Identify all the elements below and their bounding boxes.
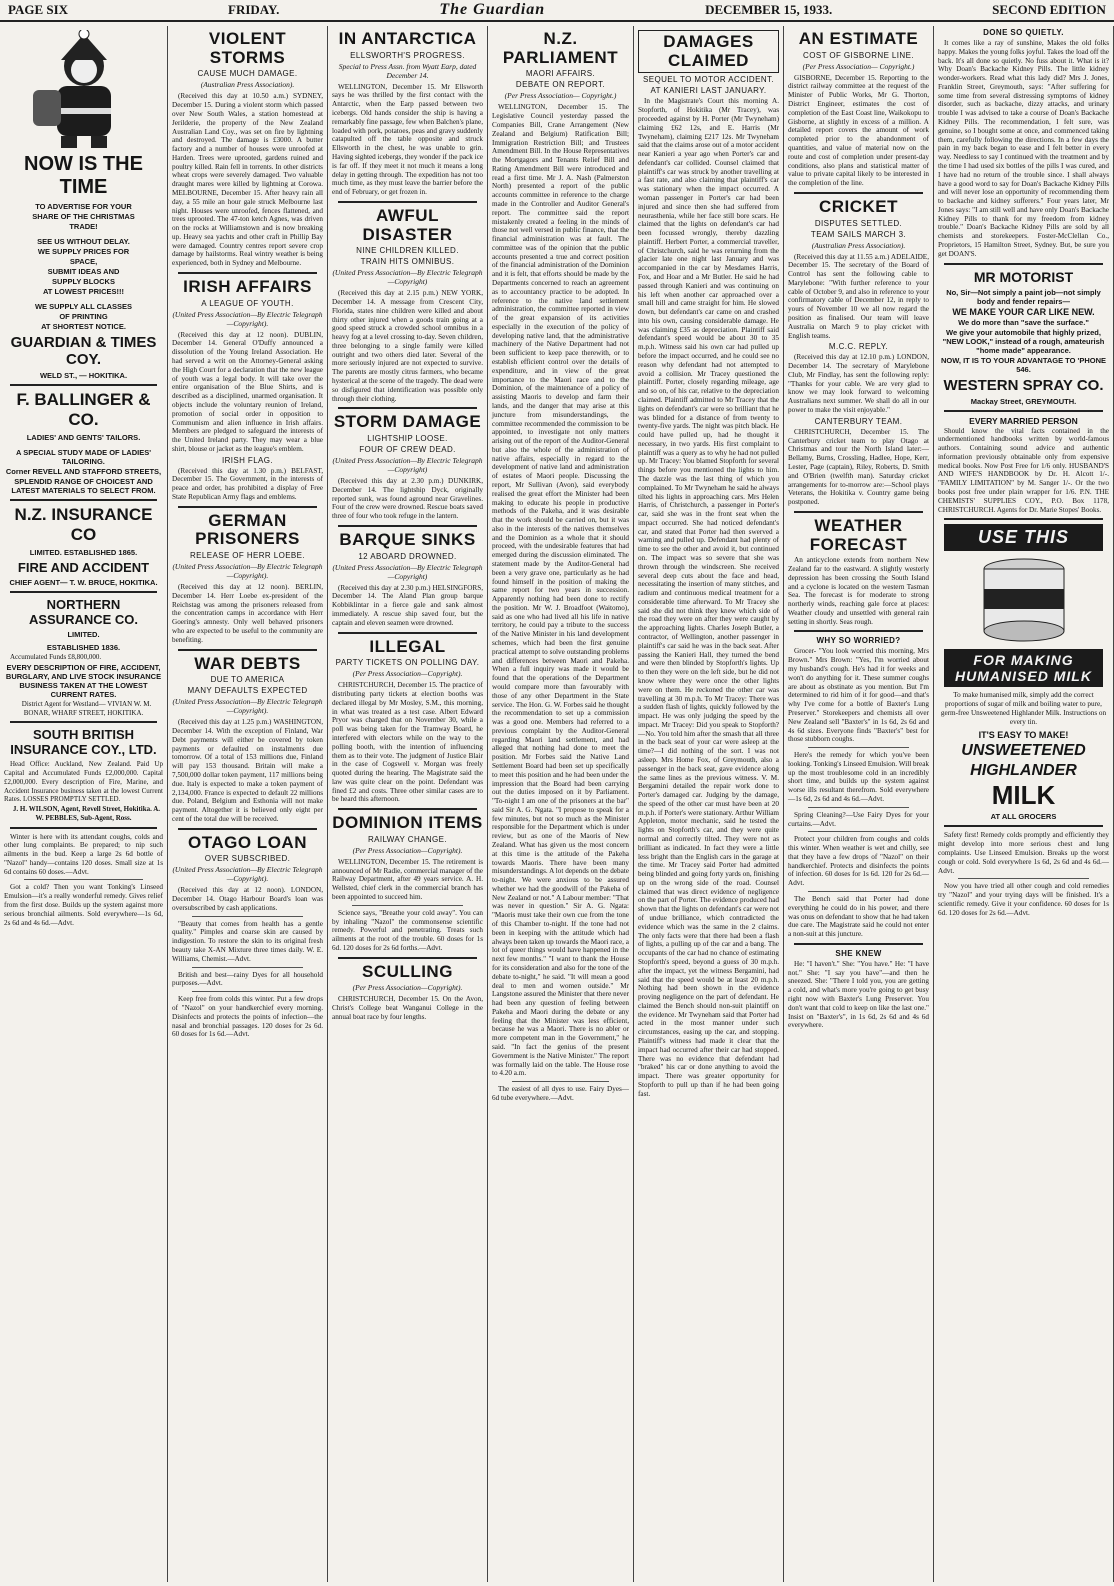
barque-subhead: 12 ABOARD DROWNED.	[358, 551, 457, 561]
easy-tagline: IT'S EASY TO MAKE!	[978, 730, 1069, 741]
ballinger-line: A SPECIAL STUDY MADE OF LADIES' TAILORING.	[16, 448, 151, 466]
married-title: EVERY MARRIED PERSON	[969, 415, 1078, 426]
column-ads-left	[0, 26, 168, 1582]
damages-article: In the Magistrate's Court this morning A. Stopforth, of Hokitika (Mr Tracey), was proceeded against by H. Porter (Mr Twyneham) claiming £62 12s, and E. Harris (Mr Twyneham), claiming £217 12s. Mr Twyneham said that the claims arose out of a motor accident near Kanieri a year ago when Porter's car and defendant's car collided. Counsel claimed that plaintiff's car was struck by another travelling at a fast rate, and also claiming that plaintiff's car was stationary when the impact occurred. A woman passenger in Porter's car had been injured and since then she had suffered from neurasthenia, while her face still bore scars. He claimed that the lights on defendant's car had been focussed wrongly, thereby dazzling plaintiff. Herbert Porter, a commercial traveller, of Christchurch, said he was returning from the glacier late one night last January and was accompanied in the car by Mesdames Harris, Fox, and Hoar and a Mr Butler. He said he had passed through Kanieri and was continuing on his left when another car approached over a small hill and came straight for him. He slowed down, but defendant's car came on and crashed into his own, causing considerable damage. He was claiming £35 as depreciation. Plaintiff said defendant's speed would be about 30 to 35 m.p.h. Witness said his own car had pulled up before the impact occurred, and he could see no reason why defendant had not attempted to avoid a collision. Mr Tracey questioned the plaintiff. Porter, closely regarding mileage, age and so on, of his car, relative to the depreciation claimed. Plaintiff admitted to Mr Tracey that the lights on defendant's car were so brilliant that he was blinded for a distance of from twenty to twenty-five yards. The night was pitch black. He could have pulled up, had he thought it necessary, in two yards. His first complaint to plaintiff was a query as to why he had not pulled up. Mr Tracey: You blamed Stopforth for several things before you mentioned the lights to him. The dazzle was the last thing of which you complained. To Mr Twyneham he said he always tilted his lights in approaching cars. Mrs Helen Harris, of Christchurch, a passenger in Porter's car, said she was in the front seat when the impact occurred. She had noticed defendant's car, and stated that Porter had then swerved a warning and pulled up. Defendant had plenty of time to see the other and avoid it, but continued on. The impact was so severe that she was thrown through the windscreen. She received several deep cuts about the face and head, necessitating the insertion of many stitches, and radium and continuous medical treatment for a considerable time afterward. To Mr Tracey she said she did not think they knew which side of the road they were on after they were caught by the approaching lights. Charles Joseph Butler, a contractor, of Wellington, another passenger in plaintiff's car said he was in the back seat. After passing the Kanieri Hall, they turned the bend and were then blinded by Stopforth's lights. Up to then they were on the left side, but he did not know where they were once the other lights were on them. He reckoned the other car was travelling at 30 m.p.h. To Mr Tracey: There was a sudden flash of lights, quickly followed by the impact. He was only judging the speed by the impact. Mr Tracey: Did you speak to Stopforth?—No. You told him after the smash that all three in the back seat of your car were asleep at the time?—I did nothing of the sort. I was not asleep. Mrs Home Fox, of Greymouth, also a passenger in the back seat, gave evidence along the same lines as the previous witness. V. M. Bergamini detailed the repair work done to Porter's damaged car. Judging by the damage, the speed of the other car must have been at 20 m.p.h. if Porter's were stationary. Arthur William Appleton, motor mechanic, said he tested the lights on Stopforth's car, and they were quite normal and correctly tilted. They were not as brilliant as indicated. In fact they were a little less bright than the English cars in the garage at the time. Mr Tracey said Porter had admitted being blinded and going forty yards on, finishing up on the wrong side of the road. Counsel claimed that was direct evidence of negligence on the part of Porter. The evidence produced had shown that the lights on defendant's car were not of undue brilliance, which contradicted the evidence which was the same in the 2 claims. The only facts were that there had been a flash of lights, a pulling up of the car and a bang. The occupants of the car had no chance of estimating Stopforth's speed, beyond a guess of 30 m.p.h. after the impact, yet the witness Bergamini, had said that the speed would be at least 20 m.p.h. Nothing had been shown in the evidence proving negligence on the part of defendant. He claimed the Bench should non-suit plaintiff on the evidence. Mr Twyneham said that Porter had acted in the most manner under such circumstances, easing up the car, and stopping. Plaintiff's witness had made it clear that the impact had occurred after their car had stopped. There was no evidence that defendant had "braked" his car or done anything to avoid the impact. There was greater opportunity for Stopforth to pull up than if he had been going fast.	[638, 97, 779, 1098]
paper-title: The Guardian	[439, 1, 546, 18]
dyes-advert: British and best—rainy Dyes for all household purposes.—Advt.	[172, 970, 323, 988]
now-line: TRADE!	[69, 222, 98, 231]
storms-subhead: CAUSE MUCH DAMAGE.	[197, 69, 298, 79]
german-headline: GERMAN PRISONERS	[195, 510, 300, 549]
fire-accident-title: FIRE AND ACCIDENT	[17, 560, 150, 575]
otago-article: (Received this day at 12 noon). LONDON, December 14. Otago Harbour Board's loan was oversubscribed by cash applications.	[172, 886, 323, 912]
edition-label: SECOND EDITION	[992, 2, 1106, 17]
spring-cleaning-advert: Spring Cleaning?—Use Fairy Dyes for your curtains.—Advt.	[788, 810, 929, 828]
science-advert: Science says, "Breathe your cold away". You can by inhaling "Nazol" the commonsense scientific remedy. Powerful and penetrating. Treats such ailments at the root of the trouble. 60 doses for 1s 6d. 120 doses for 2s 6d forths.—Advt.	[332, 908, 483, 952]
sculling-article: CHRISTCHURCH, December 15. On the Avon, Christ's College beat Wanganui College in the annual boat race by four lengths.	[332, 995, 483, 1021]
otago-headline: OTAGO LOAN	[188, 832, 307, 852]
irish-flag-subhead: IRISH FLAG.	[221, 455, 274, 465]
illegal-headline: ILLEGAL	[369, 636, 446, 656]
antarctica-article: WELLINGTON, December 15. Mr Ellsworth says he was thrilled by the first contact with the Antarctic, when the Earp passed between two icebergs. Old hands consider the ship is having a remarkably fine passage, few when Balchen's plane, loaded with pork, potatoes, peas and gravy suddenly catapulted off the table opposite and struck Ellsworth in the chest, he was unable to grin. Having sighted icebergs, they wonder if the pack ice is far off. If they meet it not much it means a long delay in getting through. The expedition has not too much time, as they must leave the barrier before the end of February, or get frozen in.	[332, 82, 483, 197]
now-line: SPACE,	[69, 257, 98, 266]
done-quietly-headline: DONE SO QUIETLY.	[983, 28, 1064, 37]
irish-source: (United Press Association—By Electric Telegraph—Copyright).	[172, 309, 323, 328]
storm-damage-article: (Received this day at 2.30 p.m.) DUNKIRK, December 14. The lightship Dyck, originally reported sunk, was found aground near Gravelines. Four of the crew were drowned. Rescue boats saved three of four who took refuge in the lantern.	[332, 477, 483, 521]
bench-paragraph: The Bench said that Porter had done everything he could do in his power, and there was onus on defendant to show that he had taken due care. The Magistrate said he could not enter a non-suit at this juncture.	[788, 895, 929, 939]
estimate-source: (Per Press Association— Copyright.)	[802, 61, 915, 71]
ballinger-title: F. BALLINGER & CO.	[16, 390, 151, 429]
disaster-subhead: NINE CHILDREN KILLED.	[356, 246, 459, 256]
canterbury-article: CHRISTCHURCH, December 15. The Canterbury cricket team to play Otago at Christmas and tour the North Island later:—Bellamy, Burns, Crossling, Hadlee, Hope, Kerr, Lester, Page (captain), Riley, Roberts, D. Smith and O'Brien (twelfth man). Saturday cricket arrangements for to-morrow are:—School plays Veterans, the Hokitika v. Country game being postponed.	[788, 427, 929, 507]
dominion-subhead: RAILWAY CHANGE.	[367, 834, 448, 844]
column-2	[168, 26, 328, 1582]
illegal-article: CHRISTCHURCH, December 15. The practice of distributing party tickets at election booths was declared illegal by Mr Mosley, S.M., this morning, in what was treated as a test case. Albert Edward Pryor was charged that on November 30, while a poll was being taken for the Tramway Board, he interfered with electors while on the way to the polling booth, with the intention of influencing them as to their vote. The judgment of Justice Blair in the case of Cogswell v. Morgan was freely quoted during the hearing. The Magistrate said the law was quite clear on the point. Defendant was fined £2 and costs. Three other similar cases are to be heard this afternoon.	[332, 681, 483, 804]
protect-advert: Protect your children from coughs and colds this winter. When weather is wet and chilly, see that they have a few drops of "Nazol" on their handkerchief. Protects and disinfects the points of infection. 60 doses for 1s 6d. 120 for 2s 6d.—Advt.	[788, 835, 929, 888]
cricket-article: (Received this day at 11.55 a.m.) ADELAIDE, December 15. The secretary of the Board of Control has sent the following cable to Marylebone: "With further reference to your cable of October 9, and also in reference to your confirmatory cable of December 12, in reply to yours of November 10 we all now regard the position as finalised. Our team will leave Australia on March 9 to play cricket with English teams.	[788, 252, 929, 340]
colds-advert: Keep free from colds this winter. Put a few drops of "Nazol" on your handkerchief every morning. Disinfects and protects the points of infection—the nasal and bronchial passages. 120 doses for 2s 6d. 60 doses for 1s 6d.—Advt.	[172, 995, 323, 1039]
brand-line-3: MILK	[991, 780, 1056, 811]
motorist-line: We give your automobile that highly prized, "NEW LOOK," instead of a rough, amateurish "home made" appearance.	[942, 327, 1105, 355]
parliament-subhead: MAORI AFFAIRS.	[525, 69, 596, 79]
motorist-line: We do more than "save the surface."	[958, 317, 1089, 327]
dominion-headline: DOMINION ITEMS	[332, 813, 483, 833]
estimate-headline: AN ESTIMATE	[798, 29, 919, 48]
now-line: WE SUPPLY PRICES FOR	[37, 247, 130, 256]
page-number: PAGE SIX	[8, 2, 69, 17]
barque-source: (United Press Association—By Electric Telegraph—Copyright)	[332, 562, 483, 581]
damages-subhead: SEQUEL TO MOTOR ACCIDENT.	[642, 75, 775, 85]
now-title: NOW IS THE TIME	[24, 153, 143, 198]
she-knew-headline: SHE KNEW	[835, 948, 882, 958]
estimate-subhead: COST OF GISBORNE LINE.	[803, 50, 914, 60]
nz-insurance-sub: LIMITED. ESTABLISHED 1865.	[29, 548, 138, 557]
now-line: WE SUPPLY ALL CLASSES	[34, 302, 133, 311]
south-british-desc: Head Office: Auckland, New Zealand. Paid Up Capital and Accumulated Funds £2,000,000. Capital £2,000,000. Every description of Fire, Marine, and Accident Insurance business taken at the lowest Current Rates. LOSSES PROMPTLY SETTLED.	[4, 760, 163, 804]
weather-headline: WEATHER FORECAST	[809, 515, 908, 554]
parliament-source: (Per Press Association— Copyright.)	[504, 91, 617, 101]
issue-date: DECEMBER 15, 1933.	[705, 2, 833, 17]
antarctica-source: Special to Press Assn. from Wyatt Earp, dated December 14.	[338, 61, 477, 80]
dominion-article: WELLINGTON, December 15. The retirement is announced of Mr Radie, commercial manager of the Railway Department, after 49 years service. A. H. Wellsted, chief clerk in the commercial branch has been appointed to succeed him.	[332, 857, 483, 901]
northern-description: EVERY DESCRIPTION OF FIRE, ACCIDENT, BURGLARY, AND LIVE STOCK INSURANCE BUSINESS TAKEN AT THE LOWEST CURRENT RATES.	[5, 662, 162, 699]
column-5	[634, 26, 784, 1582]
illegal-subhead: PARTY TICKETS ON POLLING DAY.	[335, 658, 480, 668]
beauty-advert: "Beauty that comes from health has a gentle quality." Pimples and coarse skin are caused by indigestion. To restore the skin to its original fresh beauty take X-AN Mixture three times daily. W. E. Williams, Chemist.—Advt.	[172, 919, 323, 963]
war-debts-subhead-2: MANY DEFAULTS EXPECTED	[187, 686, 308, 696]
masthead	[0, 0, 1114, 22]
storms-headline: VIOLENT STORMS	[208, 29, 287, 67]
war-debts-headline: WAR DEBTS	[194, 653, 301, 673]
tonking-advert: Got a cold? Then you want Tonking's Linseed Emulsion—it's a really wonderful remedy. Gives relief from the first dose. Builds up the system against more serious bronchial ailments. Sold everywhere—1s 6d, 2s 6d and 4s 6d.—Advt.	[4, 883, 163, 927]
storm-damage-headline: STORM DAMAGE	[333, 412, 482, 432]
storms-article: (Received this day at 10.50 a.m.) SYDNEY, December 15. During a violent storm which passed over New South Wales, a station homestead at Jerilderie, the property of the New Zealand Australian Land Coy., was set on fire by lightning and destroyed. The damage is £3000. A butter factory and a number of houses were unroofed at Harden. Trees were uprooted, gardens ruined and poultry killed. Rain fell in torrents. In other districts wheat crops were severely damaged. Two valuable draught mares were killed by lightning at Corowa. MELBOURNE, December 15. After heavy rain all day, a 55 mile an hour gale struck Melbourne last night. Houses were unroofed, fences flattened, and trees uprooted. The 47-ton ketch Agnes, was driven on the rocks at Williamstown and is now breaking up. Heavy sea yachts and other craft in Phillip Bay were damaged. Country centres report severe crop damage by hailstorms. Real wintry weather is being experienced, both in Sydney and Melbourne.	[172, 92, 323, 268]
column-4	[488, 26, 634, 1582]
motorist-line: NOW, IT IS TO YOUR ADVANTAGE TO 'PHONE 546.	[941, 355, 1106, 374]
western-spray-address: Mackay Street, GREYMOUTH.	[970, 396, 1077, 406]
nz-insurance-agent: CHIEF AGENT— T. W. BRUCE, HOKITIKA.	[9, 578, 158, 587]
safety-advert: Safety first! Remedy colds promptly and efficiently they might develop into more serious chest and lung complaints. Use Linseed Emulsion. Breaks up the worst cough or cold. Sold everywhere 1s 6d, 2s 6d and 4s 6d.—Advt.	[938, 831, 1109, 875]
now-line: SHARE OF THE CHRISTMAS	[32, 212, 135, 221]
war-debts-article: (Received this day at 1.25 p.m.) WASHINGTON, December 14. With the exception of Finland, War Debt payments will either be covered by token payments or defaulted on instalments due tomorrow. Of a total of 153 millions due, Finland will pay 153 thousand. Britain will make a 7,500,000 dollar token payment, 117 millions being due. Italy is expected to make a token payment of 2,134,000. France is expected to default 22 millions due. Poland, Belgium and Esthonia will not make payment. Altogether it is believed only eight per cent of the total due will be received.	[172, 718, 323, 823]
grocers-line: AT ALL GROCERS	[990, 812, 1057, 822]
disaster-subhead-2: TRAIN HITS OMNIBUS.	[360, 257, 455, 267]
mcc-subhead: M.C.C. REPLY.	[828, 342, 889, 352]
irish-article: (Received this day at 12 noon). DUBLIN, December 14. General O'Duffy announced a dissolution of the Young Ireland Association. He had served a writ on the Attorney-General asking the High Court for a declaration that the new league of youth was a legal body. It will take over the entire organisation of the Blue Shirts, and is described as a disciplined, unarmed organisation. It objects include the voluntary reunion of Ireland, promotion of social order in opposition to Communism and alien influence in Irish affairs. Members are pledged to safeguard the interests of the United Ireland party. They may wear a blue shirt, blouse or jacket as the league's emblem.	[172, 330, 323, 453]
now-line: SUPPLY BLOCKS	[52, 277, 115, 286]
dominion-source: (Per Press Association—Copyright).	[352, 845, 463, 855]
cricket-headline: CRICKET	[818, 196, 899, 216]
german-subhead: RELEASE OF HERR LOEBE.	[189, 551, 306, 561]
estimate-article: GISBORNE, December 15. Reporting to the district railway committee at the request of the Minister of Public Works, Mr G. Thorton, District Engineer, estimates the cost of completion of the East Coast line, Waikokopu to Gisborne, at slightly in excess of a million. A detailed report covers the amount of work completed prior to the abandonment of quantities, and value of material now on the route and cost of completion under present-day conditions, also plans and statistical matter of value to private capital likely to be interested in the completion of the line.	[788, 73, 929, 188]
column-6	[784, 26, 934, 1582]
cricket-subhead-2: TEAM SAILS MARCH 3.	[810, 229, 907, 239]
northern-funds: Accumulated Funds £8,800,000.	[10, 653, 102, 661]
motorist-title: MR MOTORIST	[973, 268, 1074, 285]
antarctica-headline: IN ANTARCTICA	[338, 29, 477, 48]
german-source: (United Press Association—By Electric Telegraph—Copyright).	[172, 562, 323, 581]
cricket-source: (Australian Press Association).	[811, 240, 906, 250]
northern-established: ESTABLISHED 1836.	[46, 643, 121, 652]
irish-subhead: A LEAGUE OF YOUTH.	[201, 298, 294, 308]
storm-damage-source: (United Press Association—By Electric Telegraph—Copyright)	[332, 456, 483, 475]
cricket-subhead: DISPUTES SETTLED.	[814, 218, 903, 228]
south-british-title: SOUTH BRITISH INSURANCE COY., LTD.	[10, 727, 157, 758]
now-line: TO ADVERTISE FOR YOUR	[35, 202, 132, 211]
now-lines	[4, 202, 163, 331]
ballinger-line: SPLENDID RANGE OF CHOICEST AND LATEST MATERIALS TO SELECT FROM.	[11, 477, 156, 495]
fairy-dyes-advert: The easiest of all dyes to use. Fairy Dyes—6d tube everywhere.—Advt.	[492, 1085, 629, 1102]
german-article: (Received this day at 12 noon). BERLIN, December 14. Herr Loebe ex-president of the Reichstag was among the prisoners released from the concentration camps in accordance with Herr Goering's amnesty. Only well behaved prisoners who are expected to be useful to the community are benefiting.	[172, 583, 323, 644]
otago-source: (United Press Association—By Electric Telegraph—Copyright).	[172, 865, 323, 884]
barque-article: (Received this day at 2.30 p.m.) HELSINGFORS, December 14. The Aland Plan group barque Kobbiklintar in a fierce gale and sank almost immediately. A rescue ship saved four, but the captain and eleven seamen were drowned.	[332, 583, 483, 627]
storm-damage-subhead-2: FOUR OF CREW DEAD.	[359, 445, 456, 455]
south-british-agents: J. H. WILSON, Agent, Revell Street, Hokitika. A. W. PEBBLES, Sub-Agent, Ross.	[12, 805, 161, 822]
guardian-address: WELD ST., — HOKITIKA.	[39, 371, 128, 380]
canterbury-subhead: CANTERBURY TEAM.	[814, 416, 903, 426]
otago-subhead: OVER SUBSCRIBED.	[204, 854, 291, 864]
parliament-subhead-2: DEBATE ON REPORT.	[515, 80, 606, 90]
brand-line-1: UNSWEETENED	[961, 742, 1086, 760]
irish-headline: IRISH AFFAIRS	[183, 277, 312, 296]
nz-insurance-title: N.Z. INSURANCE CO	[14, 505, 153, 544]
sculling-headline: SCULLING	[362, 961, 453, 981]
motorist-line: WE MAKE YOUR CAR LIKE NEW.	[952, 306, 1095, 317]
now-line: AT LOWEST PRICES!!!	[42, 287, 125, 296]
disaster-headline: AWFUL DISASTER	[362, 205, 453, 244]
humanised-milk-text: To make humanised milk, simply add the correct proportions of sugar of milk and boiling water to pure, germ-free Unsweetened Highlander Milk. Instructions on every tin.	[940, 691, 1107, 726]
parliament-article: WELLINGTON, December 15. The Legislative Council yesterday passed the Companies Bill, Crane Arrangement (New Zealand and Belgium) Ratification Bill; Immigration Restriction Bill; and Trustees Amendment Bill. In the House Representatives the Mortgagors and Tenants Relief Bill and Rating Amendment Bill were introduced and read a first time. Mr J. A. Nash (Palmerston North) presented a report of the public accounts committee in reference to the charge made in the Controller and Auditor General's report. The committee said the report mistakenly created a feeling in the minds of those not well versed in public finance, that the financial administration was at fault. The committee was of the opinion that the public accounts presented a true and correct position of the financial administration of the Dominion and it is felt, that efforts should be made by the Departments concerned to reach an agreement as to accountancy practice to be adopted. In reference to the native land settlement administration, the committee reported in view of the great expansion of its activities especially in the execution of the policy of developing native land, that the administrative machinery of the Native Department had not been sufficient to keep pace therewith, or to establish efficient control over the details of expenditure, and in view of the great importance to the Maori race and to the Dominion, of the maintenance of a policy of assisting Maoris to develop and farm their lands, and the danger that may arise at this juncture from misunderstandings, the committee recommended the commission to be appointed, to investigate not only matters arising out of the report of the Auditor-General but also the whole of the administration of native affairs, especially in regard to the development of native land and administration of estates of Maori people. Discussing the report, Mr Sullivan (Avon), said everybody realised the great effort the Minister had been making to educate his people in productive methods of the Pakeha, and it was desirable that the work should be carried on, but it was also in the interests of the natives themselves and the Dominion as a whole that it should proceed, with the undesirable features that had emerged during the discussion eliminated. The statement made by the Auditor-General had been a very grave one, particularly as he had found himself in the position of making the same report for two years in succession. Apparently nothing had been done to rectify the position. Mr W. J. Broadfoot (Waitomo), said as one who had lived all his life in native territory, he could pay a tribute to the success of the Native Minister in his land development schemes, which had been the first genuine practical attempt to solve outstanding problems and differences between Maori and Pakeha. When a full inquiry was made it would be found that the operations of the Department would compare more than favourably with those of any other Department in the State service. The Hon. G. W. Forbes said he thought the recommendation to set up a commission was a good one. Members had referred to a previous complaint by the Auditor-General regarding Maori land settlement, and had alleged that nothing had done to meet the position. Mr Forbes said the Native Land Settlement Board had been set up specifically to meet this position and he had been under the impression that the Board had been carrying out the duties imposed on it by Parliament. "To-night I am one of the prisoners at the bar" said Sir A. G. Ngata. "I propose to speak for a few minutes, but not so much as the Minister responsible for the Department which is under review, but as one of the Maoris of New Zealand. What has given us the most concern at this time is the attitude of the Pakeha towards Maoris. There have been many misunderstandings. A lot depends on the debate to-night. We were anxious to be assured whether we had the goodwill of the Pakeha of New Zealand or not." A Labour member: "That was never in question." Sir A. G. Ngata: "Maoris must take their own cue from the tone of this Chamber to-night. If the tone had not been in keeping with the attitude which had always been taken up towards the Maori race, a lot of queer things would have happened in the next few months." "I want to thank the House for its consideration and also for the tone of the debate to-night," he said. "It will mean a good deal to men and women outside." Mr Langstone assured the Minister that there never had been any question of feeling between Pakeha and Maori during the debate or any feeling that the Minister was less efficient, because he was a Maori. There is no abler or more competent man in the Government," he said. "In fact the genius of the present Government is the Native Minister." The report was formally laid on the table. The House rose to 4.20 a.m.	[492, 103, 629, 1078]
column-ads-right	[934, 26, 1114, 1582]
damages-subhead-2: AT KANIERI LAST JANUARY.	[650, 86, 767, 96]
married-advert: Should know the vital facts contained in the undermentioned handbooks written by world-famous authors. Containing sound advice and authentic information previously obtainable only from expensive medical books. Now Post Free for 1/6 only. HUSBAND'S AND WIFE'S HANDBOOK by Dr. H. Alcott 1/-. "FAMILY LIMITATION" by M. Sanger 1/-. Or the two books post free under plain wrapper for 1/6. P.N. THE CHEMISTS' SUPPLIES COY., P.O. Box 1178, CHRISTCHURCH. Agents for Dr. Marie Stopes' Books.	[938, 426, 1109, 514]
damages-headline: DAMAGES CLAIMED	[638, 30, 779, 73]
northern-title: NORTHERN ASSURANCE CO.	[28, 597, 139, 627]
barque-headline: BARQUE SINKS	[339, 529, 476, 549]
brand-line-2: HIGHLANDER	[970, 762, 1077, 780]
sculling-source: (Per Press Association—Copyright).	[352, 983, 463, 993]
now-line: OF PRINTING	[59, 312, 108, 321]
use-this-banner: USE THIS	[944, 524, 1103, 551]
war-debts-source: (United Press Association—By Electric Telegraph—Copyright).	[172, 697, 323, 716]
disaster-article: (Received this day at 2.15 p.m.) NEW YORK, December 14. A message from Crescent City, Florida, states nine children were killed and about thirty other injured when a goods train going at a good speed struck a crowded school omnibus in a heavy fog at a level crossing to-day. Seven children, three belonging to a single family were killed outright and two others died later. Several of the more seriously injured are not expected to survive. The parents are mostly citrus farmers, who became hysterical at the scene of the tragedy. The dead were so disfigured that identification was possible only through their clothing.	[332, 289, 483, 403]
illegal-source: (Per Press Association—Copyright).	[352, 669, 463, 679]
milk-tin-illustration	[964, 555, 1084, 645]
mcc-article: (Received this day at 12.10 p.m.) LONDON, December 14. The secretary of Marylebone Club, Mr Findlay, has sent the following reply: "Thanks for your cable. We are very glad to know we may look forward to welcoming Australians next summer. We shall do all in our power to make the visit enjoyable."	[788, 353, 929, 415]
war-debts-subhead: DUE TO AMERICA	[210, 675, 285, 685]
irish-flag-article: (Received this day at 1.30 p.m.) BELFAST, December 15. The Government, in the interests of peace and order, has prohibited a display of Free State Republican Army flags and emblems.	[172, 466, 323, 501]
she-knew-advert: He: "I haven't." She: "You have." He: "I have not." She: "I say you have"—and then he sneezed. She: "There I told you, you are getting a cold, and what's more you're going to get busy right now with Baxter's Lung Preserver. You don't want that cold to keep on like the last one." Insist on "Baxter's", in 1s 6d, 2s 6d and 4s 6d everywhere.	[788, 959, 929, 1030]
guardian-ad-title: GUARDIAN & TIMES COY.	[10, 334, 157, 368]
column-3	[328, 26, 488, 1582]
issue-day: FRIDAY.	[228, 2, 280, 17]
disaster-source: (United Press Association—By Electric Telegraph—Copyright)	[332, 268, 483, 287]
northern-sub: LIMITED.	[67, 630, 100, 639]
ballinger-subtitle: LADIES' AND GENTS' TAILORS.	[26, 433, 141, 442]
storm-damage-subhead: LIGHTSHIP LOOSE.	[367, 434, 448, 444]
northern-agent: District Agent for Westland— VIVIAN W. M. BONAR, WHARF STREET, HOKITIKA.	[21, 699, 152, 717]
nazol-advert: Winter is here with its attendant coughs, colds and other lung complaints. Be prepared; to nip such ailments in the bud. Keep a large 2s 6d bottle of "Nazol" handy—contains 120 doses. Small size at 1s 6d contains 60 doses.—Advt.	[4, 832, 163, 876]
doans-advert: It comes like a ray of sunshine, Makes the old folks happy. Makes the young folks joyful. Takes the load off the back. It's all done so quietly. No fuss about it. What is it? Why Doan's Backache Kidney Pills. The little kidney wonder-workers. Read what this lady did? Mrs J. Jones, Franklin Street, Greymouth, says: "After suffering for some time from several distressing symptoms of kidney disorder, such as backache, dizzy attacks, and urinary trouble I was advised to take a course of Doan's Backache Kidney Pills. The recommendation, I felt sure, was genuine, so I bought some at once, and commenced taking them, carefully following the directions. In a few days the pain in my back began to ease and I felt better in every way. Needless to say I continued with the treatment and by the time I had used six bottles of the pills I was cured, and I have had no return of the trouble since. I shall always have a good word to say for Doan's Backache Kidney Pills and will never lose an opportunity of recommending them to backache and kidney sufferers." Four years later, Mr Jones says: "I am still well and have only Doan's Backache Kidney Pills to thank for my freedom from kidney trouble." Doan's Backache Kidney Pills are sold by all chemists and storekeepers. Foster-McClellan Co., Proprietors, 15 Hamilton Street, Sydney. But, be sure you get DOAN'S.	[938, 39, 1109, 258]
why-worried-headline: WHY SO WORRIED?	[816, 636, 901, 646]
now-line: SUBMIT IDEAS AND	[47, 267, 120, 276]
why-worried-advert: Grocer- "You look worried this morning, Mrs Brown." Mrs Brown: "Yes, I'm worried about my husband's cough. He's had it for weeks and won't do anything for it. These summer coughs are about as obstinate as you mention. But I'm determined to rid him of it for good—and that's why I've come for a bottle of Baxter's Lung Preserver." Storekeepers and chemists all over New Zealand sell "Baxter's" in 1s 6d, 2s 6d and 4s 6d sizes. Everyone finds "Baxter's" best for those stubborn coughs.	[788, 647, 929, 744]
western-spray-title: WESTERN SPRAY CO.	[943, 376, 1104, 394]
motorist-line: No, Sir—Not simply a paint job—not simply body and fender repairs—	[946, 287, 1101, 306]
now-line: SEE US WITHOUT DELAY.	[37, 237, 130, 246]
storms-source: (Australian Press Association).	[200, 80, 295, 90]
santa-illustration	[9, 30, 159, 150]
ballinger-line: Corner REVELL AND STAFFORD STREETS,	[5, 467, 162, 476]
parliament-headline: N.Z. PARLIAMENT	[502, 29, 619, 67]
weather-article: An anticyclone extends from northern New Zealand far to the eastward. A slightly westerly depression has been crossing the South Island and a cyclone is located on the western Tasman Sea. The forecast is for moderate to strong northerly winds, reaching gale force at places: Weather cloudy and unsettled with general rain setting in shortly. Seas rough.	[788, 556, 929, 626]
now-line: AT SHORTEST NOTICE.	[41, 322, 126, 331]
nazol-advert-2: Now you have tried all other cough and cold remedies try "Nazol" and your trying days will be finished. It's a scientific remedy. Give it your confidence. 60 doses for 1s 6d. 120 doses for 2s 6d.—Advt.	[938, 882, 1109, 917]
humanised-milk-banner: FOR MAKING HUMANISED MILK	[944, 649, 1103, 687]
remedy-advert: Here's the remedy for which you've been looking. Tonking's Linseed Emulsion. Will break up the most troublesome cold in an incredibly short time, and builds up the system against worse ills resultant therefrom. Sold everywhere—1s 6d, 2s 6d and 4s 6d.—Advt.	[788, 751, 929, 803]
antarctica-subhead: ELLSWORTH'S PROGRESS.	[350, 50, 465, 60]
